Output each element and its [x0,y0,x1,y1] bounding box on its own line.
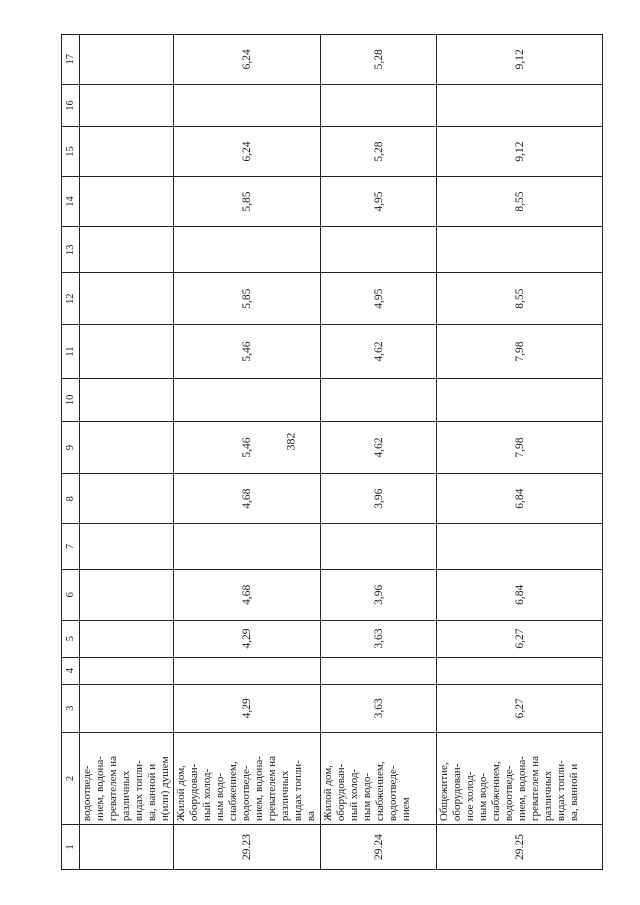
value-cell [80,421,174,474]
header-cell: 14 [62,176,80,227]
value-cell: 9,12 [437,35,603,85]
value-cell [80,657,174,684]
value-cell [437,84,603,127]
header-cell: 5 [62,620,80,657]
header-row [62,35,80,870]
value-cell: 4,62 [321,421,437,474]
page-number: 382 [283,432,298,451]
value-cell [321,523,437,569]
value-cell: 7,98 [437,421,603,474]
value-cell: 3,63 [321,684,437,732]
value-cell [437,657,603,684]
row-description: водоотведе- нием, водона- гревателем на различных видах топли- ва, ванной и н(или) душем [80,732,174,824]
value-cell [321,378,437,421]
value-cell: 3,96 [321,474,437,523]
value-cell [437,523,603,569]
value-cell: 6,27 [437,684,603,732]
value-cell [80,325,174,379]
value-cell [437,378,603,421]
value-cell: 8,55 [437,176,603,227]
row-description: Жилой дом, оборудован- ный холод- ным водо- снабжением, водоотведе- нием [321,732,437,824]
value-cell: 9,12 [437,127,603,176]
header-cell: 9 [62,421,80,474]
value-cell [80,84,174,127]
value-cell: 3,96 [321,570,437,621]
row-description: Общежитие, оборудован- ное холод- ным водо- снабжением, водоотведе- нием, водона- гревателем на различных видах топли- ва, ванной и [437,732,603,824]
row-description: Жилой дом, оборудован- ный холод- ным водо- снабжением, водоотведе- нием, водона- гревателем на различных видах топли- ва [174,732,321,824]
tariff-table [61,34,603,870]
value-cell [80,127,174,176]
value-cell [437,227,603,273]
value-cell [321,657,437,684]
value-cell [80,474,174,523]
value-cell: 6,27 [437,620,603,657]
header-cell: 2 [62,732,80,824]
value-cell: 8,55 [437,273,603,325]
value-cell: 6,24 [174,127,321,176]
value-cell [80,523,174,569]
value-cell [80,684,174,732]
value-cell [174,523,321,569]
value-cell: 3,63 [321,620,437,657]
value-cell: 6,84 [437,474,603,523]
header-cell: 6 [62,570,80,621]
header-cell: 11 [62,325,80,379]
value-cell [80,227,174,273]
value-cell [174,378,321,421]
header-cell: 1 [62,825,80,870]
value-cell: 5,46 [174,325,321,379]
table-row [174,35,321,870]
value-cell: 5,28 [321,35,437,85]
table-row [437,35,603,870]
value-cell: 4,29 [174,620,321,657]
value-cell: 4,62 [321,325,437,379]
header-cell: 17 [62,35,80,85]
header-cell: 10 [62,378,80,421]
row-code: 29.23 [174,825,321,870]
header-cell: 15 [62,127,80,176]
row-code [80,825,174,870]
value-cell [80,35,174,85]
value-cell: 7,98 [437,325,603,379]
value-cell [174,657,321,684]
table-row [80,35,174,870]
value-cell [80,620,174,657]
value-cell: 5,46 [174,421,321,474]
value-cell: 5,85 [174,176,321,227]
value-cell: 4,95 [321,176,437,227]
value-cell: 6,84 [437,570,603,621]
value-cell: 5,28 [321,127,437,176]
value-cell: 4,29 [174,684,321,732]
value-cell [321,227,437,273]
row-code: 29.25 [437,825,603,870]
header-cell: 7 [62,523,80,569]
header-cell: 13 [62,227,80,273]
value-cell: 4,68 [174,570,321,621]
value-cell [80,378,174,421]
row-code: 29.24 [321,825,437,870]
value-cell: 4,68 [174,474,321,523]
table-row [321,35,437,870]
value-cell [80,570,174,621]
header-cell: 4 [62,657,80,684]
value-cell [174,84,321,127]
value-cell: 6,24 [174,35,321,85]
value-cell [174,227,321,273]
rotated-table-wrapper [61,34,581,870]
header-cell: 16 [62,84,80,127]
value-cell [80,273,174,325]
header-cell: 8 [62,474,80,523]
value-cell: 4,95 [321,273,437,325]
value-cell [80,176,174,227]
value-cell: 5,85 [174,273,321,325]
header-cell: 3 [62,684,80,732]
value-cell [321,84,437,127]
header-cell: 12 [62,273,80,325]
